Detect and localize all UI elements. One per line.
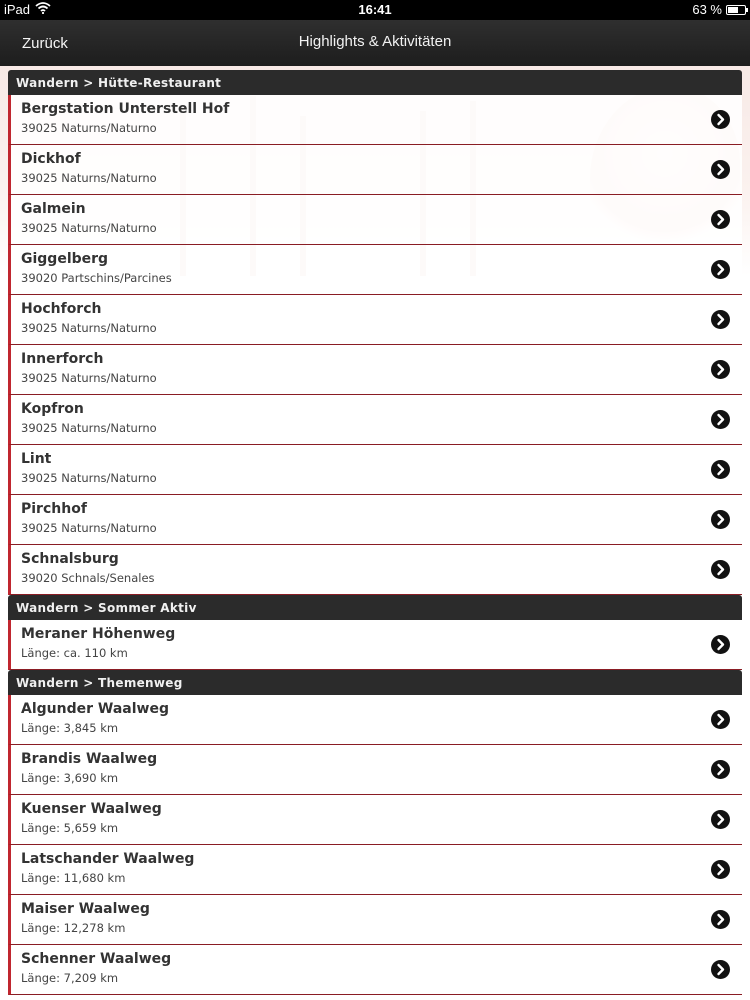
disclosure-arrow-icon[interactable]: [711, 210, 730, 229]
disclosure-arrow-icon[interactable]: [711, 310, 730, 329]
list-item[interactable]: [8, 345, 742, 395]
item-subtitle: Länge: 11,680 km: [21, 871, 126, 885]
item-subtitle: 39020 Partschins/Parcines: [21, 271, 172, 285]
list-item[interactable]: [8, 295, 742, 345]
item-subtitle: 39020 Schnals/Senales: [21, 571, 155, 585]
list-item[interactable]: [8, 145, 742, 195]
item-subtitle: Länge: 12,278 km: [21, 921, 126, 935]
disclosure-arrow-icon[interactable]: [711, 760, 730, 779]
item-name: Pirchhof: [21, 501, 87, 517]
page-title: Highlights & Aktivitäten: [298, 33, 452, 50]
device-label: iPad: [4, 2, 31, 17]
item-name: Bergstation Unterstell Hof: [21, 101, 230, 117]
list-item[interactable]: [8, 395, 742, 445]
item-subtitle: 39025 Naturns/Naturno: [21, 471, 157, 485]
activity-list: [8, 70, 742, 995]
item-subtitle: Länge: 3,845 km: [21, 721, 119, 735]
disclosure-arrow-icon[interactable]: [711, 260, 730, 279]
disclosure-arrow-icon[interactable]: [711, 160, 730, 179]
status-time: 16:41: [358, 2, 392, 17]
item-subtitle: Länge: 3,690 km: [21, 771, 119, 785]
section-header: Wandern > Sommer Aktiv: [8, 595, 742, 620]
item-name: Brandis Waalweg: [21, 751, 158, 767]
list-item[interactable]: [8, 895, 742, 945]
item-subtitle: 39025 Naturns/Naturno: [21, 171, 157, 185]
item-subtitle: 39025 Naturns/Naturno: [21, 521, 157, 535]
item-name: Lint: [21, 451, 52, 467]
list-item[interactable]: [8, 745, 742, 795]
list-item[interactable]: [8, 845, 742, 895]
disclosure-arrow-icon[interactable]: [711, 560, 730, 579]
item-name: Latschander Waalweg: [21, 851, 195, 867]
list-item[interactable]: [8, 795, 742, 845]
disclosure-arrow-icon[interactable]: [711, 710, 730, 729]
item-name: Schnalsburg: [21, 551, 119, 567]
item-name: Algunder Waalweg: [21, 701, 169, 717]
item-name: Meraner Höhenweg: [21, 626, 176, 642]
item-subtitle: Länge: 7,209 km: [21, 971, 119, 985]
list-item[interactable]: [8, 95, 742, 145]
disclosure-arrow-icon[interactable]: [711, 860, 730, 879]
list-item[interactable]: [8, 695, 742, 745]
status-bar: [0, 0, 750, 20]
list-item[interactable]: [8, 195, 742, 245]
list-item[interactable]: [8, 245, 742, 295]
disclosure-arrow-icon[interactable]: [711, 635, 730, 654]
disclosure-arrow-icon[interactable]: [711, 960, 730, 979]
list-item[interactable]: [8, 620, 742, 670]
disclosure-arrow-icon[interactable]: [711, 810, 730, 829]
item-subtitle: Länge: ca. 110 km: [21, 646, 128, 660]
item-name: Hochforch: [21, 301, 102, 317]
item-name: Maiser Waalweg: [21, 901, 150, 917]
disclosure-arrow-icon[interactable]: [711, 410, 730, 429]
battery-icon: [726, 5, 746, 15]
status-right: [692, 2, 746, 17]
back-button[interactable]: Zurück: [22, 35, 68, 52]
item-name: Kopfron: [21, 401, 84, 417]
battery-percent: 63 %: [692, 2, 722, 17]
item-subtitle: 39025 Naturns/Naturno: [21, 321, 157, 335]
item-name: Galmein: [21, 201, 86, 217]
item-name: Dickhof: [21, 151, 81, 167]
item-name: Kuenser Waalweg: [21, 801, 162, 817]
section-header: Wandern > Themenweg: [8, 670, 742, 695]
disclosure-arrow-icon[interactable]: [711, 360, 730, 379]
item-name: Giggelberg: [21, 251, 109, 267]
disclosure-arrow-icon[interactable]: [711, 910, 730, 929]
item-subtitle: 39025 Naturns/Naturno: [21, 121, 157, 135]
section-header: Wandern > Hütte-Restaurant: [8, 70, 742, 95]
item-subtitle: 39025 Naturns/Naturno: [21, 221, 157, 235]
list-item[interactable]: [8, 445, 742, 495]
item-name: Innerforch: [21, 351, 104, 367]
list-item[interactable]: [8, 495, 742, 545]
item-subtitle: 39025 Naturns/Naturno: [21, 421, 157, 435]
navigation-bar: [0, 20, 750, 66]
item-name: Schenner Waalweg: [21, 951, 172, 967]
list-item[interactable]: [8, 545, 742, 595]
disclosure-arrow-icon[interactable]: [711, 110, 730, 129]
disclosure-arrow-icon[interactable]: [711, 510, 730, 529]
disclosure-arrow-icon[interactable]: [711, 460, 730, 479]
list-item[interactable]: [8, 945, 742, 995]
item-subtitle: Länge: 5,659 km: [21, 821, 119, 835]
item-subtitle: 39025 Naturns/Naturno: [21, 371, 157, 385]
